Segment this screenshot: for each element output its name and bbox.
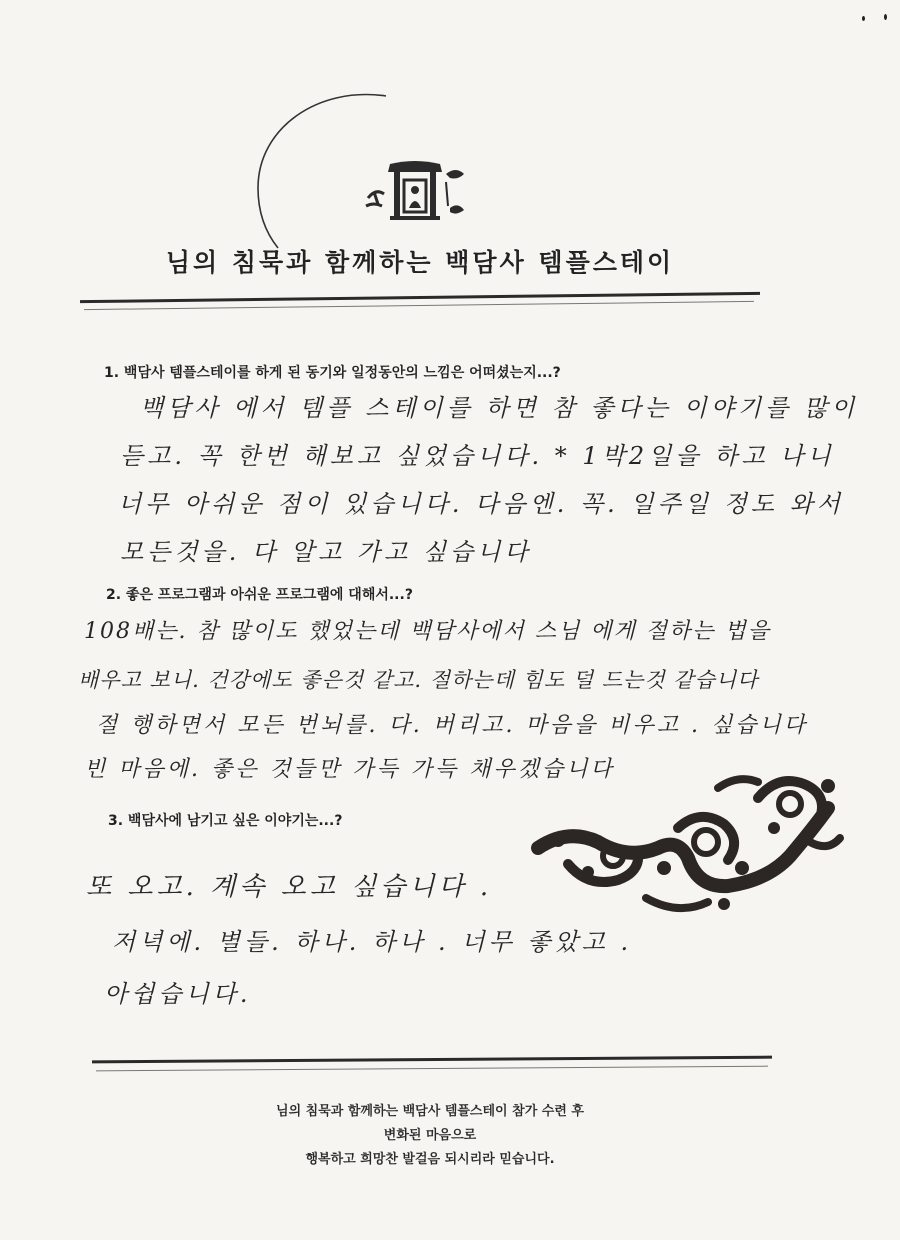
answer-1-line-1: 백담사 에서 템플 스테이를 하면 참 좋다는 이야기를 많이 [140,394,859,422]
document-title: 님의 침묵과 함께하는 백담사 템플스테이 [165,248,675,277]
footer-message [150,1100,710,1172]
answer-2-line-4: 빈 마음에. 좋은 것들만 가득 가득 채우겠습니다 [84,757,615,782]
footer-line-2: 변화된 마음으로 [383,1128,477,1143]
answer-3-line-2: 저녁에. 별들. 하나. 하나 . 너무 좋았고 . [112,928,633,956]
answer-3-line-1: 또 오고. 계속 오고 싶습니다 . [86,872,493,902]
answer-2-line-2: 배우고 보니. 건강에도 좋은것 같고. 절하는데 힘도 덜 드는것 같습니다 [78,668,759,692]
question-3: 3. 백담사에 남기고 싶은 이야기는...? [108,813,343,829]
scan-speck [862,16,865,21]
footer-divider-thin [96,1066,768,1072]
answer-1-line-4: 모든것을. 다 알고 가고 싶습니다 [120,538,532,566]
question-1: 1. 백담사 템플스테이를 하게 된 동기와 일정동안의 느낌은 어떠셨는지...? [104,365,561,381]
scan-speck [884,14,887,20]
title-divider-thin [84,301,754,310]
temple-emblem-icon [360,158,470,228]
answer-2-line-1: 108배는. 참 많이도 했었는데 백담사에서 스님 에게 절하는 법을 [84,619,771,644]
question-2: 2. 좋은 프로그램과 아쉬운 프로그램에 대해서...? [106,587,413,603]
answer-3-line-3: 아쉽습니다. [104,980,252,1008]
footer-divider [92,1056,772,1064]
footer-line-3: 행복하고 희망찬 발걸음 되시리라 믿습니다. [305,1152,555,1167]
footer-line-1: 님의 침묵과 함께하는 백담사 템플스테이 참가 수련 후 [276,1104,584,1119]
answer-1-line-2: 듣고. 꼭 한번 해보고 싶었습니다. * 1박2일을 하고 나니 [120,442,835,470]
scroll-ornament-icon [528,768,846,918]
answer-2-line-3: 절 행하면서 모든 번뇌를. 다. 버리고. 마음을 비우고 . 싶습니다 [96,713,808,738]
answer-1-line-3: 너무 아쉬운 점이 있습니다. 다음엔. 꼭. 일주일 정도 와서 [118,490,844,518]
